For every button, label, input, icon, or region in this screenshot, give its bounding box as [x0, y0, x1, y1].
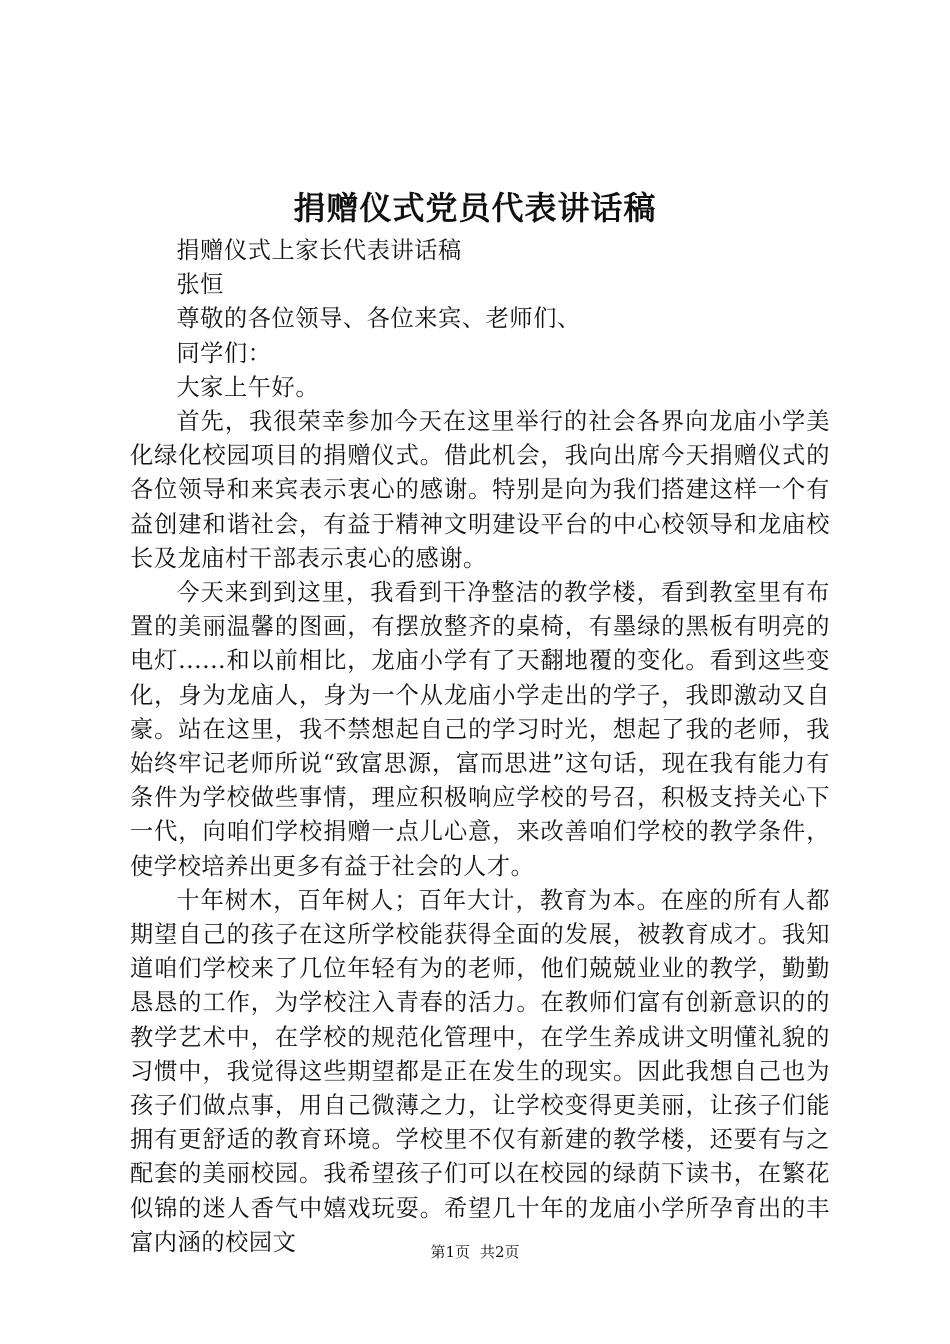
- body-paragraph: 今天来到到这里，我看到干净整洁的教学楼，看到教室里有布置的美丽温馨的图画，有摆放整齐的桌椅，有墨绿的黑板有明亮的电灯......和以前相比，龙庙小学有了天翻地覆的变化。看到这些变化，身为龙庙人，身为一个从龙庙小学走出的学子，我即激动又自豪。站在这里，我不禁想起自己的学习时光，想起了我的老师，我始终牢记老师所说“致富思源，富而思进”这句话，现在我有能力有条件为学校做些事情，理应积极响应学校的号召，积极支持关心下一代，向咱们学校捐赠一点儿心意，来改善咱们学校的教学条件，使学校培养出更多有益于社会的人才。: [130, 579, 830, 880]
- page-number: 第1页: [430, 1243, 470, 1261]
- author-line: 张恒: [176, 271, 224, 299]
- body-paragraph: 十年树木，百年树人；百年大计，教育为本。在座的所有人都期望自己的孩子在这所学校能获得全面的发展，被教育成才。我知道咱们学校来了几位年轻有为的老师，他们兢兢业业的教学，勤勤恳恳的工作，为学校注入青春的活力。在教师们富有创新意识的的教学艺术中，在学校的规范化管理中，在学生养成讲文明懂礼貌的习惯中，我觉得这些期望都是正在发生的现实。因此我想自己也为孩子们做点事，用自己微薄之力，让学校变得更美丽，让孩子们能拥有更舒适的教育环境。学校里不仅有新建的教学楼，还要有与之配套的美丽校园。我希望孩子们可以在校园的绿荫下读书，在繁花似锦的迷人香气中嬉戏玩耍。希望几十年的龙庙小学所孕育出的丰富内涵的校园文: [130, 886, 830, 1256]
- salutation-line-continued: 同学们：: [176, 339, 272, 367]
- page-total: 共2页: [480, 1243, 520, 1261]
- subtitle-line: 捐赠仪式上家长代表讲话稿: [176, 237, 462, 264]
- document-title: 捐赠仪式党员代表讲话稿: [293, 189, 657, 227]
- body-paragraph: 首先，我很荣幸参加今天在这里举行的社会各界向龙庙小学美化绿化校园项目的捐赠仪式。借此机会，我向出席今天捐赠仪式的各位领导和来宾表示衷心的感谢。特别是向为我们搭建这样一个有益创建和谐社会，有益于精神文明建设平台的中心校领导和龙庙校长及龙庙村干部表示衷心的感谢。: [130, 408, 830, 572]
- greeting-line: 大家上午好。: [176, 373, 320, 401]
- salutation-line: 尊敬的各位领导、各位来宾、老师们、: [176, 305, 581, 333]
- page-footer: [0, 1242, 950, 1262]
- document-body: [130, 234, 830, 1260]
